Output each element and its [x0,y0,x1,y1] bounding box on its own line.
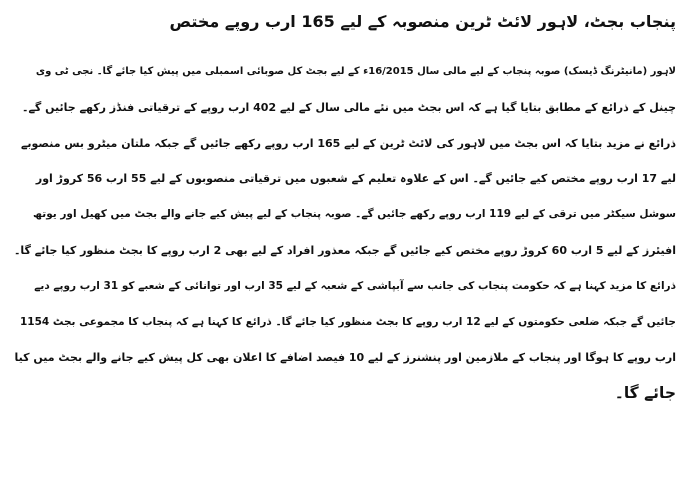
article-line: چینل کے ذرائع کے مطابق بتایا گیا ہے کہ اس بجٹ میں نئے مالی سال کے لیے 402 ارب روپے کے ترقیاتی فنڈز رکھے جائیں گے۔ [22,100,676,114]
article-line: جائے گا۔ [614,384,676,403]
article-line: ذرائع کا مزید کہنا ہے کہ حکومت پنجاب کی جانب سے آبپاشی کے شعبہ کے لیے 35 ارب اور توانائی کے شعبے کو 31 ارب روپے دیے [34,279,676,292]
article-line: ذرائع نے مزید بتایا کہ اس بجٹ میں لاہور کی لائٹ ٹرین کے لیے 165 ارب روپے رکھے جائیں گے جبکہ ملتان میٹرو بس منصوبے [20,136,676,150]
article-headline: پنجاب بجٹ، لاہور لائٹ ٹرین منصوبہ کے لیے 165 ارب روپے مختص [169,12,676,31]
article-line: افیئرز کے لیے 5 ارب 60 کروڑ روپے مختص کیے جائیں گے جبکہ معذور افراد کے لیے بھی 2 ارب روپے کا بجٹ منظور کیا جائے گا۔ [13,243,676,257]
article-line: لیے 17 ارب روپے مختص کیے جائیں گے۔ اس کے علاوہ تعلیم کے شعبوں میں ترقیاتی منصوبوں کے لیے 55 ارب 56 کروڑ اور [35,172,676,186]
article-line: لاہور (مانیٹرنگ ڈیسک) صوبہ پنجاب کے لیے مالی سال 16/2015ء کے لیے بجٹ کل صوبائی اسمبلی میں پیش کیا جائے گا۔ نجی ٹی وی [35,66,676,77]
article-line: سوشل سیکٹر میں ترقی کے لیے 119 ارب روپے رکھے جائیں گے۔ صوبہ پنجاب کے لیے پیش کیے جانے والے بجٹ میں کھیل اور یوتھ [33,208,676,221]
article-line: جائیں گے جبکہ ضلعی حکومتوں کے لیے 12 ارب روپے کا بجٹ منظور کیا جائے گا۔ ذرائع کا کہنا ہے کہ پنجاب کا مجموعی بجٹ 1154 [19,315,676,328]
article-line: ارب روپے کا ہوگا اور پنجاب کے ملازمین اور پنشنرز کے لیے 10 فیصد اضافے کا اعلان بھی کل پیش کیے جانے والے بجٹ میں کیا [14,351,676,365]
